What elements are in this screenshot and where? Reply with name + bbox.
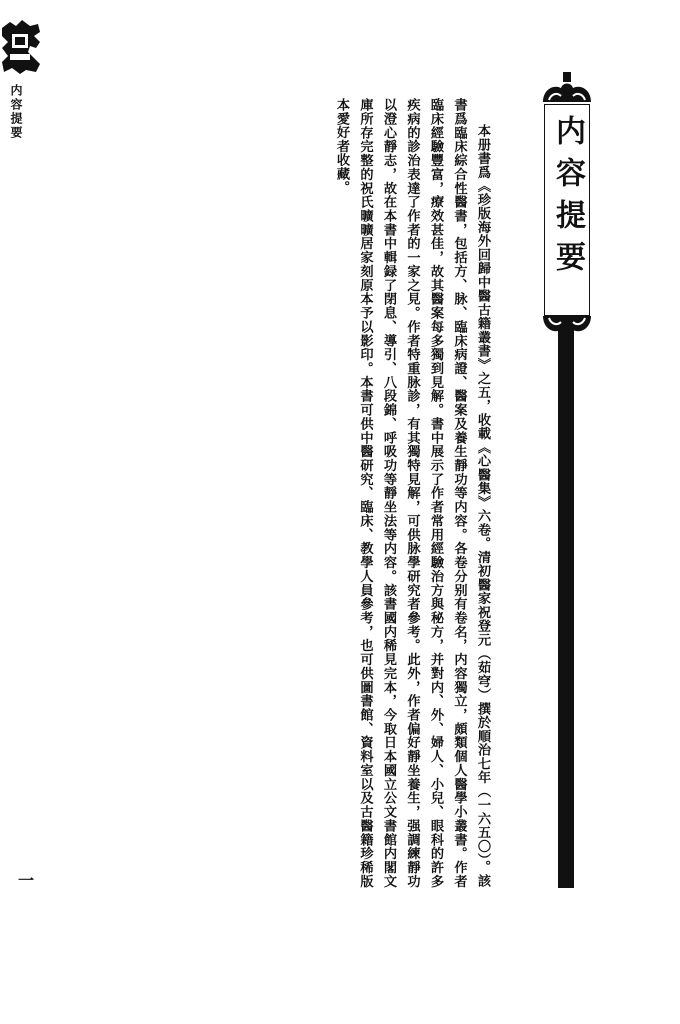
page-title: 内容提要 bbox=[550, 115, 585, 283]
title-column bbox=[532, 66, 602, 896]
summary-paragraph: 本册書爲《珍版海外回歸中醫古籍叢書》之五，收載《心醫集》六卷。清初醫家祝登元（茹穹）撰於順治七年（一六五〇）。該書爲臨床綜合性醫書，包括方、脉、臨床病證、醫案及養生靜功等内容。各卷分别有卷名，内容獨立，頗類個人醫學小叢書。作者臨床經驗豐富，療效甚佳，故其醫案每多獨到見解。書中展示了作者常用經驗治方與秘方，并對内、外、婦人、小兒、眼科的許多疾病的診治表達了作者的一家之見。作者特重脉診，有其獨特見解，可供脉學研究者參考。此外，作者偏好靜坐養生，强調練靜功以澄心靜志，故在本書中輯録了閉息、導引、八段錦、呼吸功等靜坐法等内容。該書國内稀見完本，今取日本國立公文書館内閣文庫所存完整的祝氏曠曠居家刻原本予以影印。本書可供中醫研究、臨床、教學人員參考，也可供圖書館、資料室以及古醫籍珍稀版本愛好者收藏。 bbox=[334, 98, 490, 888]
page-number: 一 bbox=[18, 871, 35, 890]
running-header: 内容提要 bbox=[9, 84, 23, 140]
publisher-emblem-icon bbox=[0, 18, 42, 76]
decorative-black-bar bbox=[558, 294, 574, 888]
title-frame bbox=[544, 104, 590, 316]
cloud-scroll-ornament-icon bbox=[541, 316, 593, 346]
cloud-scroll-ornament-icon bbox=[541, 72, 593, 104]
summary-body bbox=[334, 98, 494, 888]
